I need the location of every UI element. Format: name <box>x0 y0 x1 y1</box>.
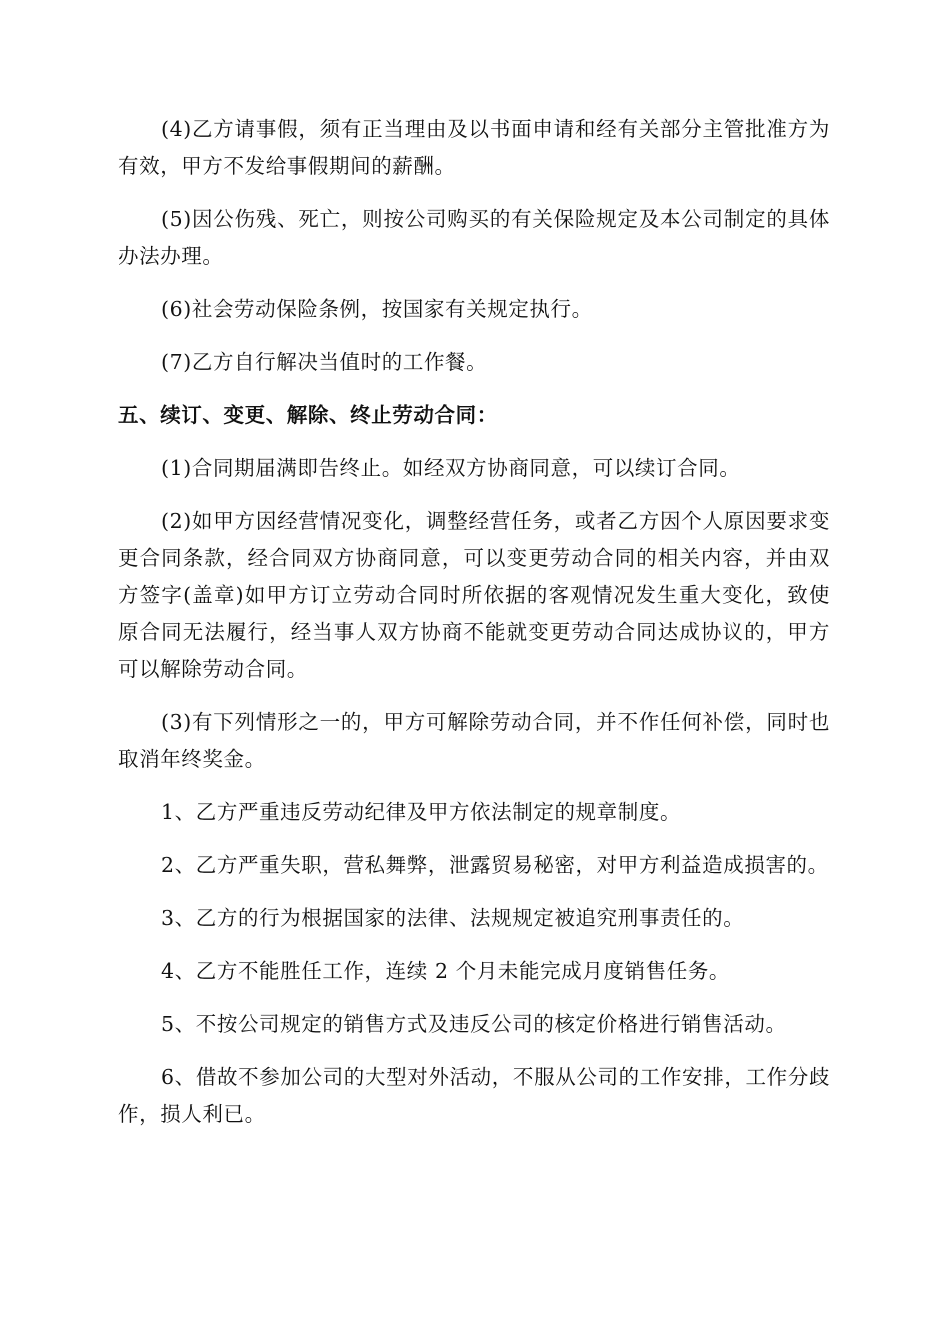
list-item-5: 5、不按公司规定的销售方式及违反公司的核定价格进行销售活动。 <box>161 1012 787 1036</box>
clause-1: (1)合同期届满即告终止。如经双方协商同意，可以续订合同。 <box>161 456 741 480</box>
list-item-2: 2、乙方严重失职，营私舞弊，泄露贸易秘密，对甲方利益造成损害的。 <box>161 853 829 877</box>
clause-3: (3)有下列情形之一的，甲方可解除劳动合同，并不作任何补偿，同时也取消年终奖金。 <box>118 710 830 771</box>
list-item-1: 1、乙方严重违反劳动纪律及甲方依法制定的规章制度。 <box>161 800 682 824</box>
list-item-6: 6、借故不参加公司的大型对外活动，不服从公司的工作安排，工作分歧作，损人利已。 <box>118 1065 830 1126</box>
clause-2: (2)如甲方因经营情况变化，调整经营任务，或者乙方因个人原因要求变更合同条款，经合同双方协商同意，可以变更劳动合同的相关内容，并由双方签字(盖章)如甲方订立劳动合同时所依据的客观情况发生重大变化，致使原合同无法履行，经当事人双方协商不能就变更劳动合同达成协议的，甲方可以解除劳动合同。 <box>118 509 830 681</box>
paragraph-5: (5)因公伤残、死亡，则按公司购买的有关保险规定及本公司制定的具体办法办理。 <box>118 207 830 268</box>
document-body <box>118 111 830 1149</box>
list-item-4: 4、乙方不能胜任工作，连续 2 个月未能完成月度销售任务。 <box>161 959 731 983</box>
paragraph-6: (6)社会劳动保险条例，按国家有关规定执行。 <box>161 297 593 321</box>
paragraph-4: (4)乙方请事假，须有正当理由及以书面申请和经有关部分主管批准方为有效，甲方不发给事假期间的薪酬。 <box>118 117 830 178</box>
section-heading: 五、续订、变更、解除、终止劳动合同： <box>118 403 498 427</box>
list-item-3: 3、乙方的行为根据国家的法律、法规规定被追究刑事责任的。 <box>161 906 745 930</box>
paragraph-7: (7)乙方自行解决当值时的工作餐。 <box>161 350 488 374</box>
